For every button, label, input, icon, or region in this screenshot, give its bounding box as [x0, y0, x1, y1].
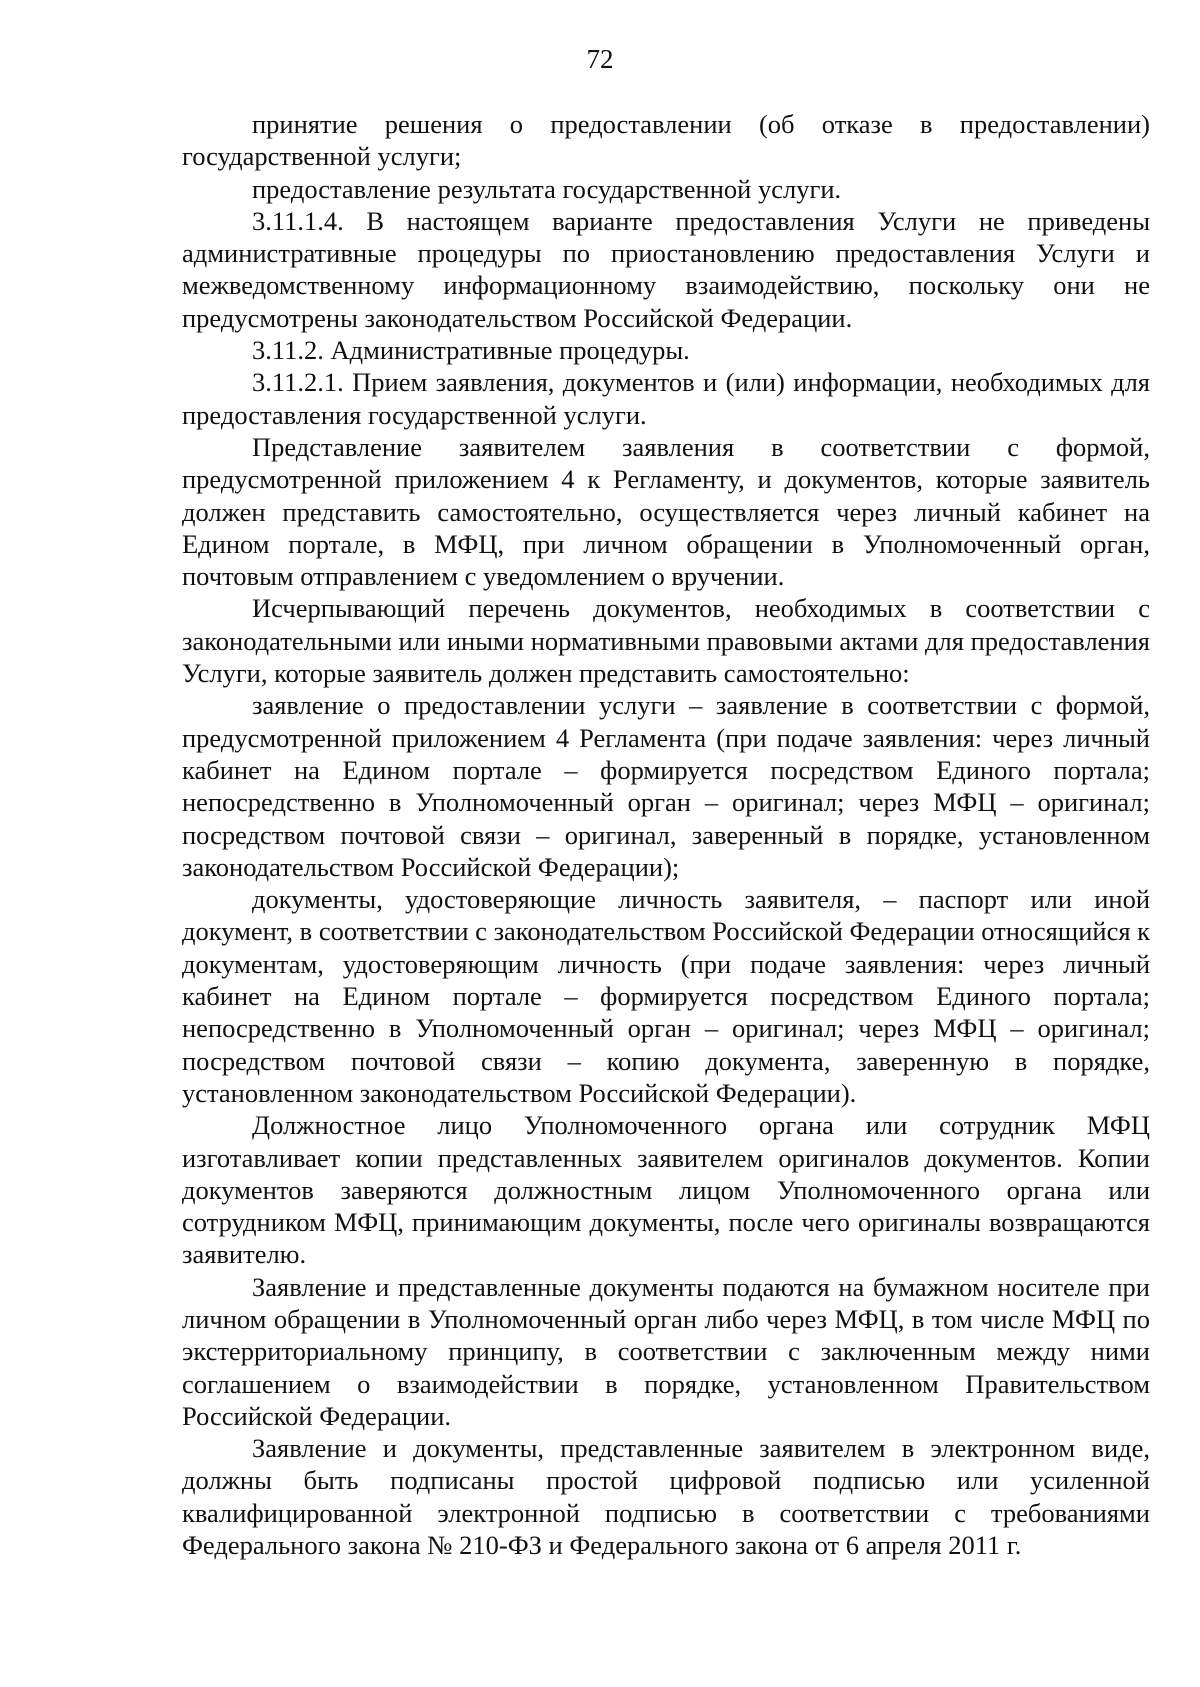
paragraph-3-11-2-heading: 3.11.2. Административные процедуры. [252, 335, 690, 366]
page-body [182, 108, 1150, 1561]
paragraph-documents-list-intro: Исчерпывающий перечень документов, необходимых в соответствии с законодательными или иными нормативными правовыми актами для предоставления Услуги, которые заявитель должен представить самостоятельно: [182, 593, 1150, 689]
paragraph-paper-submission: Заявление и представленные документы подаются на бумажном носителе при личном обращении в Уполномоченный орган либо через МФЦ, в том числе МФЦ по экстерриториальному принципу, в соответствии с заключенным между ними соглашением о взаимодействии в порядке, установленном Правительством Российской Федерации. [182, 1271, 1150, 1431]
paragraph-3-11-1-4: 3.11.1.4. В настоящем варианте предоставления Услуги не приведены административные процедуры по приостановлению предоставления Услуги и межведомственному информационному взаимодействию, поскольку они не предусмотрены законодательством Российской Федерации. [182, 205, 1150, 333]
paragraph-decision: принятие решения о предоставлении (об отказе в предоставлении) государственной услуги; [182, 109, 1150, 172]
page-number: 72 [586, 44, 614, 74]
paragraph-application-submission: Представление заявителем заявления в соответствии с формой, предусмотренной приложением 4 к Регламенту, и документов, которые заявитель должен представить самостоятельно, осуществляется через личный кабинет на Едином портале, в МФЦ, при личном обращении в Уполномоченный орган, почтовым отправлением с уведомлением о вручении. [182, 431, 1150, 592]
paragraph-application-item: заявление о предоставлении услуги – заявление в соответствии с формой, предусмотренной приложением 4 Регламента (при подаче заявления: через личный кабинет на Едином портале – формируется посредством Единого портала; непосредственно в Уполномоченный орган – оригинал; через МФЦ – оригинал; посредством почтовой связи – оригинал, заверенный в порядке, установленном законодательством Российской Федерации); [182, 690, 1150, 882]
paragraph-3-11-2-1: 3.11.2.1. Прием заявления, документов и (или) информации, необходимых для предоставления государственной услуги. [182, 367, 1150, 430]
paragraph-result-provision: предоставление результата государственной услуги. [252, 173, 842, 204]
paragraph-identity-documents-item: документы, удостоверяющие личность заявителя, – паспорт или иной документ, в соответствии с законодательством Российской Федерации относящийся к документам, удостоверяющим личность (при подаче заявления: через личный кабинет на Едином портале – формируется посредством Единого портала; непосредственно в Уполномоченный орган – оригинал; через МФЦ – оригинал; посредством почтовой связи – копию документа, заверенную в порядке, установленном законодательством Российской Федерации). [182, 884, 1151, 1108]
paragraph-document-copies: Должностное лицо Уполномоченного органа или сотрудник МФЦ изготавливает копии представленных заявителем оригиналов документов. Копии документов заверяются должностным лицом Уполномоченного органа или сотрудником МФЦ, принимающим документы, после чего оригиналы возвращаются заявителю. [182, 1110, 1150, 1270]
paragraph-electronic-submission: Заявление и документы, представленные заявителем в электронном виде, должны быть подписаны простой цифровой подписью или усиленной квалифицированной электронной подписью в соответствии с требованиями Федерального закона № 210-ФЗ и Федерального закона от 6 апреля 2011 г. [182, 1433, 1150, 1561]
